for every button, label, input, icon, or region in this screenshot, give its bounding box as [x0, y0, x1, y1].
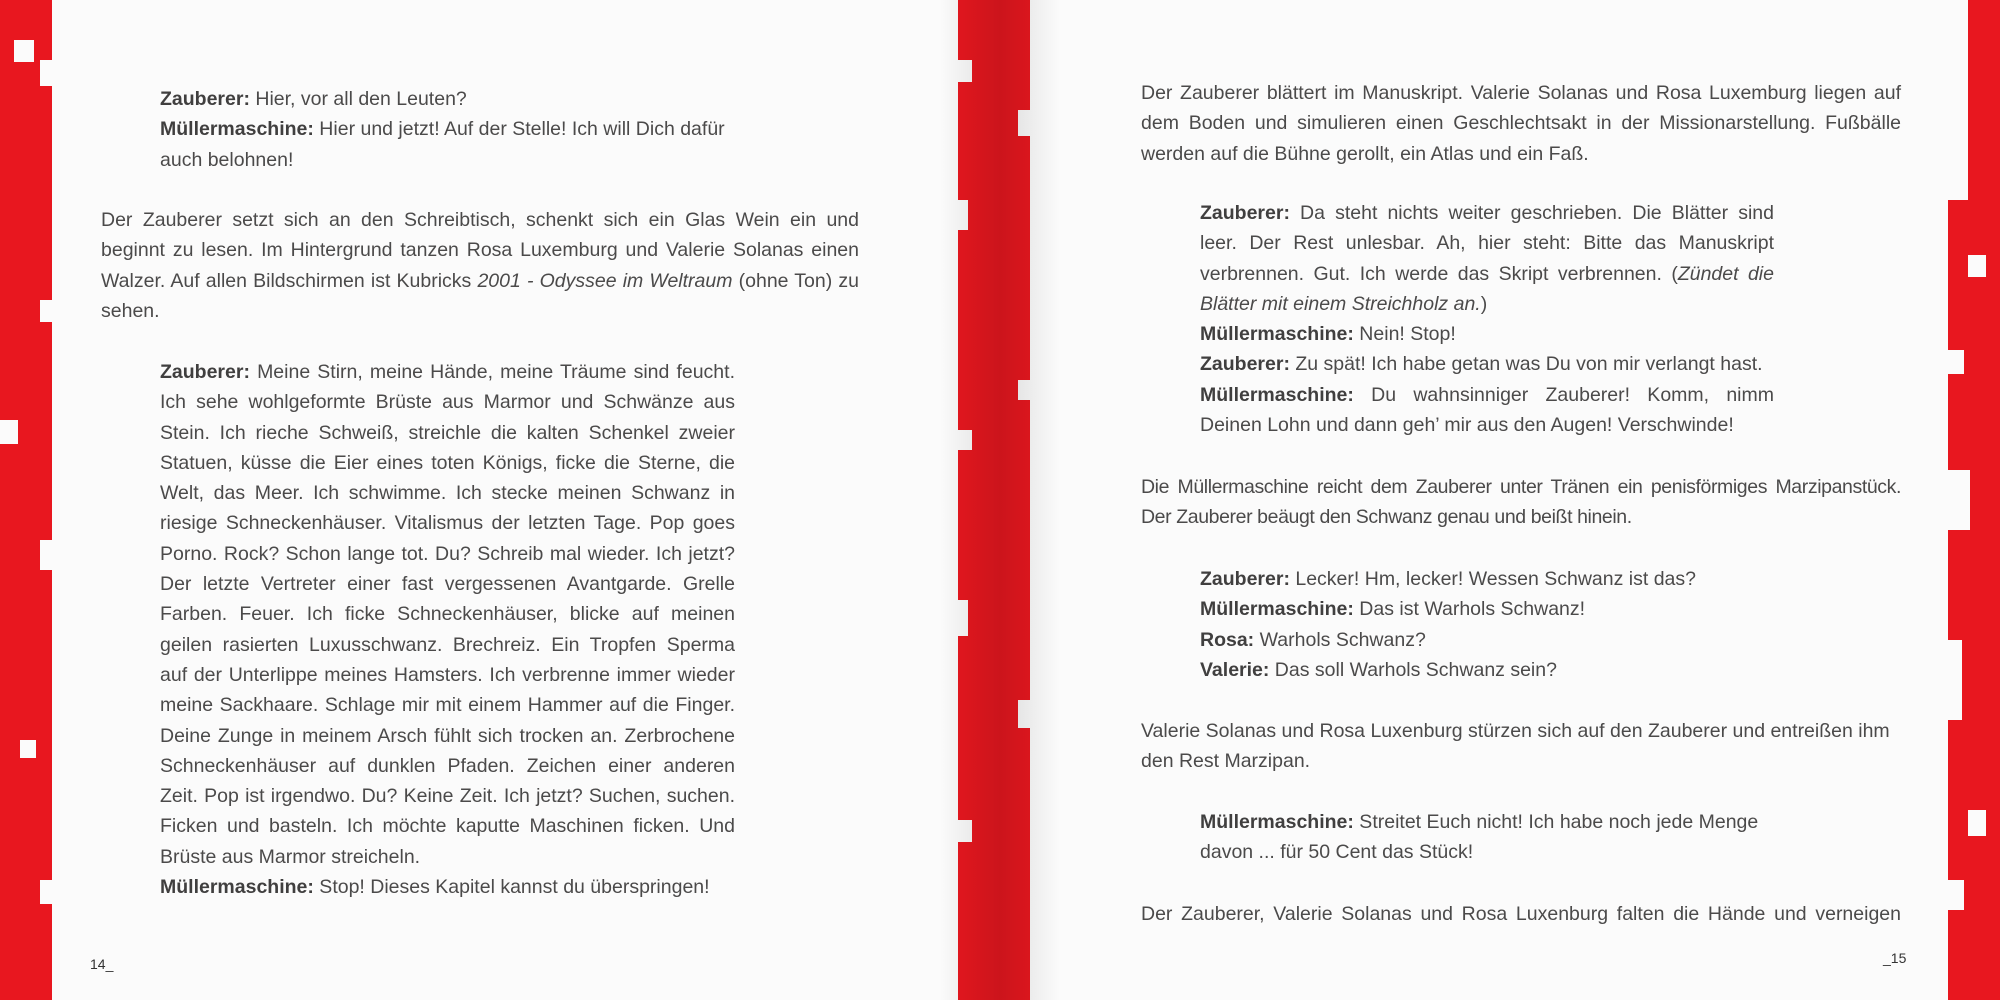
dialogue-block-2 [1200, 564, 1774, 685]
edge-notch [40, 60, 52, 86]
stage-direction-text: Die Müllermaschine reicht dem Zauberer unter Tränen ein penisförmiges Marzipanstück. Der Zauberer beäugt den Schwanz genau und beißt hinein. [1141, 476, 1901, 529]
dialogue-block-1 [1200, 198, 1774, 440]
page-number: _15 [1883, 950, 1907, 966]
line-text: Meine Stirn, meine Hände, meine Träume sind feucht. Ich sehe wohlgeformte Brüste aus Marmor und Schwänze aus Stein. Ich rieche Schweiß, streichle die kalten Schenkel zweier Statuen, küsse die Eier eines toten Königs, ficke die Sterne, die Welt, das Meer. Ich schwimme. Ich stecke meinen Schwanz in riesige Schneckenhäuser. Vitalismus der letzten Tage. Pop goes Porno. Rock? Schon lange tot. Du? Schreib mal wieder. Ich jetzt? Der letzte Vertreter einer fast vergessenen Avantgarde. Grelle Farben. Feuer. Ich ficke Schneckenhäuser, blicke auf meinen geilen rasierten Luxusschwanz. Brechreiz. Ein Tropfen Sperma auf der Unterlippe meines Hamsters. Ich verbrenne immer wieder meine Sackhaare. Schlage mir mit einem Hammer auf die Finger. Deine Zunge in meinem Arsch fühlt sich trocken an. Zerbrochene Schneckenhäuser auf dunklen Pfaden. Zeichen einer anderen Zeit. Pop ist irgendwo. Du? Keine Zeit. Ich jetzt? Suchen, suchen. Ficken und basteln. Ich möchte kaputte Maschinen ficken. Und Brüste aus Marmor streicheln. [160, 361, 735, 868]
stage-direction-2 [1141, 472, 1901, 533]
dialogue-line: Valerie: Das soll Warhols Schwanz sein? [1200, 658, 1557, 681]
edge-notch [0, 420, 18, 444]
page-number: 14_ [90, 956, 114, 972]
speaker-name: Zauberer: [1200, 202, 1290, 224]
speaker-name: Müllermaschine: [160, 118, 314, 141]
dialogue-block-2 [160, 357, 735, 902]
line-text: Stop! Dieses Kapitel kannst du überspringen! [313, 876, 710, 899]
dialogue-line: Müllermaschine: Du wahnsinniger Zauberer! Komm, nimm Deinen Lohn und dann geh’ mir aus den Augen! Verschwinde! [1200, 383, 1774, 437]
dialogue-block-1 [160, 84, 740, 175]
speaker-name: Rosa: [1200, 628, 1255, 651]
speaker-name: Valerie: [1200, 658, 1270, 681]
left-edge-band [0, 0, 52, 1000]
speaker-name: Müllermaschine: [1200, 811, 1354, 833]
speaker-name: Zauberer: [160, 88, 250, 110]
stage-direction-text: Valerie Solanas und Rosa Luxenburg stürzen sich auf den Zauberer und entreißen ihm den Rest Marzipan. [1141, 720, 1890, 773]
dialogue-line: Rosa: Warhols Schwanz? [1200, 628, 1426, 651]
edge-notch [1948, 640, 1962, 720]
speaker-name: Zauberer: [1200, 353, 1290, 376]
dialogue-line: Müllermaschine: Nein! Stop! [1200, 323, 1456, 346]
stage-direction-text: Der Zauberer, Valerie Solanas und Rosa Luxenburg falten die Hände und verneigen [1141, 903, 1901, 925]
edge-notch [1948, 880, 1964, 910]
line-text: Hier und jetzt! Auf der Stelle! Ich will Dich dafür auch belohnen! [160, 118, 725, 171]
dialogue-line [160, 872, 735, 902]
dialogue-line: Zauberer: Da steht nichts weiter geschrieben. Die Blätter sind leer. Der Rest unlesbar. Ah, hier steht: Bitte das Manuskript verbrennen. Gut. Ich werde das Skript verbrennen. (Zündet die Blätter mit einem Streichholz an.) [1200, 202, 1774, 315]
speaker-name: Zauberer: [160, 361, 250, 383]
gutter-shadow [1000, 0, 1060, 1000]
gutter-shadow [940, 0, 1000, 1000]
dialogue-line [160, 357, 735, 872]
stage-action: Zündet die Blätter mit einem Streichholz an. [1200, 262, 1774, 315]
dialogue-line [160, 114, 740, 175]
edge-notch [14, 40, 34, 62]
edge-notch [1948, 0, 1968, 200]
edge-notch [20, 740, 36, 758]
speaker-name: Müllermaschine: [1200, 383, 1354, 406]
dialogue-line: Zauberer: Lecker! Hm, lecker! Wessen Schwanz ist das? [1200, 568, 1696, 590]
speaker-name: Müllermaschine: [1200, 323, 1354, 346]
edge-notch [40, 540, 52, 570]
right-page [1000, 0, 2000, 1000]
stage-direction-3 [1141, 716, 1901, 777]
speaker-name: Müllermaschine: [160, 876, 314, 899]
dialogue-block-3 [1200, 807, 1774, 868]
edge-notch [1968, 810, 1986, 836]
edge-notch [40, 300, 52, 322]
speaker-name: Zauberer: [1200, 568, 1290, 590]
stage-direction-text: Der Zauberer setzt sich an den Schreibtisch, schenkt sich ein Glas Wein ein und beginnt zu lesen. Im Hintergrund tanzen Rosa Luxemburg und Valerie Solanas einen Walzer. Auf allen Bildschirmen ist Kubricks 2001 - Odyssee im Weltraum (ohne Ton) zu sehen. [101, 209, 859, 322]
dialogue-line: Zauberer: Zu spät! Ich habe getan was Du von mir verlangt hast. [1200, 353, 1763, 376]
stage-direction-1 [1141, 78, 1901, 169]
edge-notch [1948, 470, 1970, 530]
speaker-name: Müllermaschine: [1200, 598, 1354, 621]
line-text: Hier, vor all den Leuten? [249, 88, 467, 110]
stage-direction-text: Der Zauberer blättert im Manuskript. Valerie Solanas und Rosa Luxemburg liegen auf dem Boden und simulieren einen Geschlechtsakt in der Missionarstellung. Fußbälle werden auf die Bühne gerollt, ein Atlas und ein Faß. [1141, 82, 1901, 165]
edge-notch [1968, 255, 1986, 277]
stage-direction-1 [101, 205, 859, 326]
edge-notch [1948, 350, 1964, 374]
dialogue-line [160, 84, 740, 114]
dialogue-line: Müllermaschine: Das ist Warhols Schwanz! [1200, 598, 1586, 621]
edge-notch [40, 880, 52, 904]
dialogue-line: Müllermaschine: Streitet Euch nicht! Ich habe noch jede Menge davon ... für 50 Cent das Stück! [1200, 811, 1759, 864]
film-title: 2001 - Odyssee im Weltraum [477, 269, 733, 292]
stage-direction-4 [1141, 899, 1901, 929]
